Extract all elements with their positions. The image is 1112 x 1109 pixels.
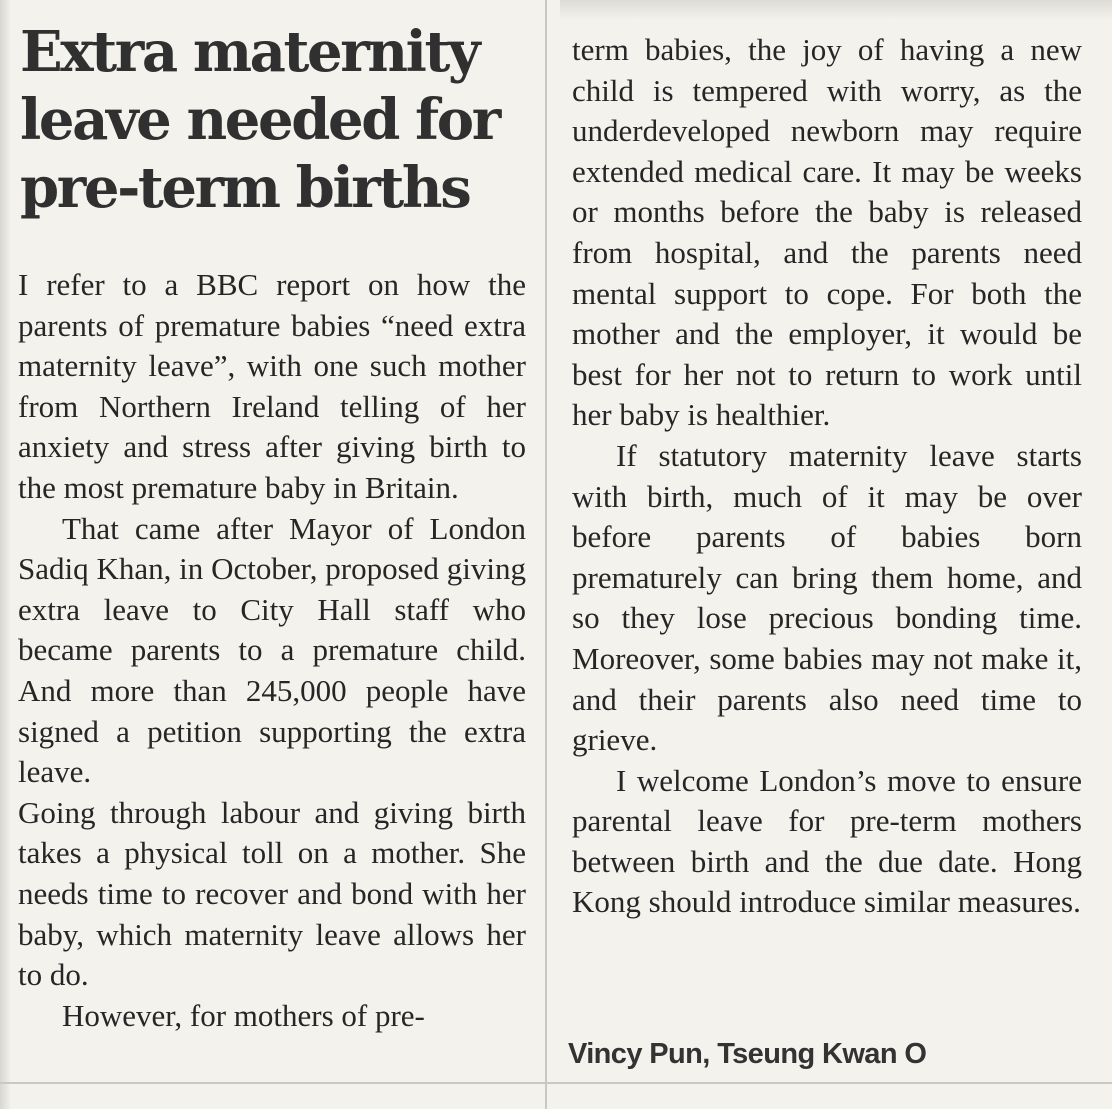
paragraph-3: Going through labour and giving birth takes a physical toll on a mother. She needs time to recover and bond with her baby, which maternity leave allows her to do. (18, 794, 526, 993)
paragraph-4-continued: term babies, the joy of having a new child is tempered with worry, as the underdeveloped newborn may require extended medical care. It may be weeks or months before the baby is released from hospital, and the parents need mental support to cope. For both the mother and the employer, it would be best for her not to return to work until her baby is healthier. (572, 32, 1082, 433)
adjacent-column-bleed (0, 0, 10, 1109)
paragraph-6: I welcome London’s move to ensure parental leave for pre-term mothers between birth and the due date. Hong Kong should introduce similar measures. (572, 762, 1082, 920)
left-column (18, 265, 526, 1036)
paragraph-2: That came after Mayor of London Sadiq Khan, in October, proposed giving extra leave to City Hall staff who became parents to a premature child. And more than 245,000 people have signed a petition supporting the extra leave. (18, 510, 526, 790)
right-column (572, 30, 1082, 923)
bottom-divider (0, 1082, 1112, 1084)
author-byline: Vincy Pun, Tseung Kwan O (568, 1038, 927, 1070)
paragraph-1: I refer to a BBC report on how the parents of premature babies “need extra maternity leave”, with one such mother from Northern Ireland telling of her anxiety and stress after giving birth to the most premature baby in Britain. (18, 267, 526, 505)
paragraph-5: If statutory maternity leave starts with birth, much of it may be over before parents of babies born prematurely can bring them home, and so they lose precious bonding time. Moreover, some babies may not make it, and their parents also need time to grieve. (572, 437, 1082, 758)
article-headline: Extra maternity leave needed for pre-term births (20, 19, 499, 221)
column-divider (545, 0, 547, 1109)
paragraph-4-start: However, for mothers of pre- (62, 997, 425, 1033)
adjacent-article-bleed (560, 0, 1112, 20)
